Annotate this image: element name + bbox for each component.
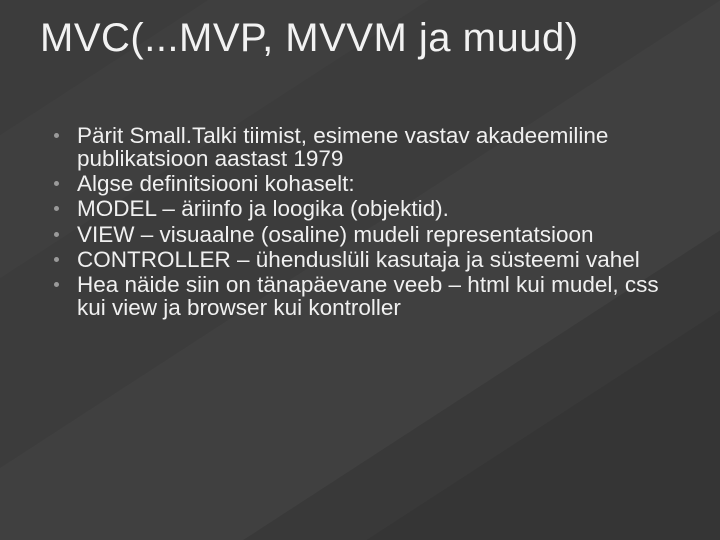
- bullet-item: [50, 223, 680, 246]
- bullet-item: [50, 197, 680, 220]
- slide-title: MVC(...MVP, MVVM ja muud): [40, 16, 579, 60]
- bullet-dot-icon: [54, 181, 59, 186]
- bullet-text: Hea näide siin on tänapäevane veeb – html kui mudel, css kui view ja browser kui kontroller: [77, 271, 659, 320]
- bullet-item: [50, 124, 680, 170]
- bullet-text: Pärit Small.Talki tiimist, esimene vastav akadeemiline publikatsioon aastast 1979: [77, 123, 609, 171]
- bullet-dot-icon: [54, 232, 59, 237]
- bullet-text: Algse definitsiooni kohaselt:: [77, 171, 355, 197]
- bullet-item: [50, 273, 680, 319]
- bullet-text: CONTROLLER – ühenduslüli kasutaja ja süsteemi vahel: [77, 246, 640, 272]
- bullet-item: [50, 172, 680, 195]
- bullet-dot-icon: [54, 206, 59, 211]
- bullet-list: [50, 124, 680, 321]
- bullet-dot-icon: [54, 257, 59, 262]
- bullet-text: VIEW – visuaalne (osaline) mudeli representatsioon: [77, 221, 594, 247]
- bullet-dot-icon: [54, 282, 59, 287]
- bullet-item: [50, 248, 680, 271]
- bullet-text: MODEL – äriinfo ja loogika (objektid).: [77, 196, 449, 222]
- bullet-dot-icon: [54, 133, 59, 138]
